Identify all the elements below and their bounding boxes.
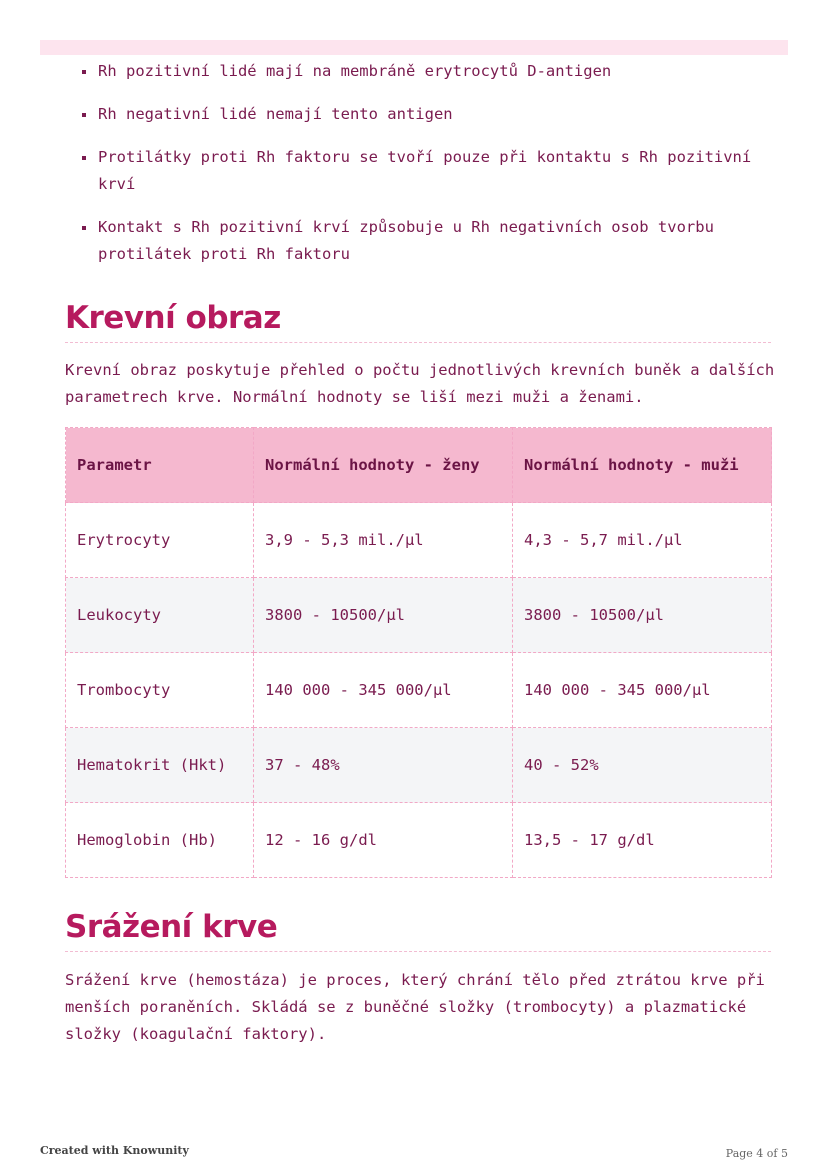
table-cell: 140 000 - 345 000/µl (513, 653, 772, 728)
table-cell: 3800 - 10500/µl (513, 578, 772, 653)
table-cell: Hematokrit (Hkt) (66, 728, 254, 803)
table-cell: Leukocyty (66, 578, 254, 653)
section-heading-srazeni-krve: Srážení krve (65, 909, 771, 952)
table-cell: 3,9 - 5,3 mil./µl (254, 503, 513, 578)
table-cell: 4,3 - 5,7 mil./µl (513, 503, 772, 578)
list-item: Rh negativní lidé nemají tento antigen (80, 101, 780, 128)
column-header-muzi: Normální hodnoty - muži (513, 428, 772, 503)
table-row (66, 578, 772, 653)
top-accent-bar (40, 40, 788, 55)
table-cell: 140 000 - 345 000/µl (254, 653, 513, 728)
section-heading-krevni-obraz: Krevní obraz (65, 300, 771, 343)
table-cell: Erytrocyty (66, 503, 254, 578)
list-item: Rh pozitivní lidé mají na membráně erytrocytů D-antigen (80, 58, 780, 85)
column-header-parametr: Parametr (66, 428, 254, 503)
column-header-zeny: Normální hodnoty - ženy (254, 428, 513, 503)
blood-values-table (65, 427, 772, 878)
page-number: Page 4 of 5 (725, 1147, 788, 1160)
footer-credit: Created with Knowunity (40, 1144, 189, 1157)
krevni-obraz-intro: Krevní obraz poskytuje přehled o počtu jednotlivých krevních buněk a dalších parametrech krve. Normální hodnoty se liší mezi muži a ženami. (65, 361, 775, 406)
table-row (66, 803, 772, 878)
table-cell: 12 - 16 g/dl (254, 803, 513, 878)
srazeni-krve-intro: Srážení krve (hemostáza) je proces, který chrání tělo před ztrátou krve při menších poraněních. Skládá se z buněčné složky (trombocyty) a plazmatické složky (koagulační faktory). (65, 971, 765, 1043)
table-cell: 37 - 48% (254, 728, 513, 803)
table-header-row (66, 428, 772, 503)
table-row (66, 503, 772, 578)
table-cell: 3800 - 10500/µl (254, 578, 513, 653)
rh-bullet-list (80, 58, 780, 284)
table-cell: 13,5 - 17 g/dl (513, 803, 772, 878)
list-item: Kontakt s Rh pozitivní krví způsobuje u Rh negativních osob tvorbu protilátek proti Rh faktoru (80, 214, 780, 268)
table-cell: 40 - 52% (513, 728, 772, 803)
table-cell: Trombocyty (66, 653, 254, 728)
table-row (66, 728, 772, 803)
list-item: Protilátky proti Rh faktoru se tvoří pouze při kontaktu s Rh pozitivní krví (80, 144, 780, 198)
table-cell: Hemoglobin (Hb) (66, 803, 254, 878)
table-row (66, 653, 772, 728)
